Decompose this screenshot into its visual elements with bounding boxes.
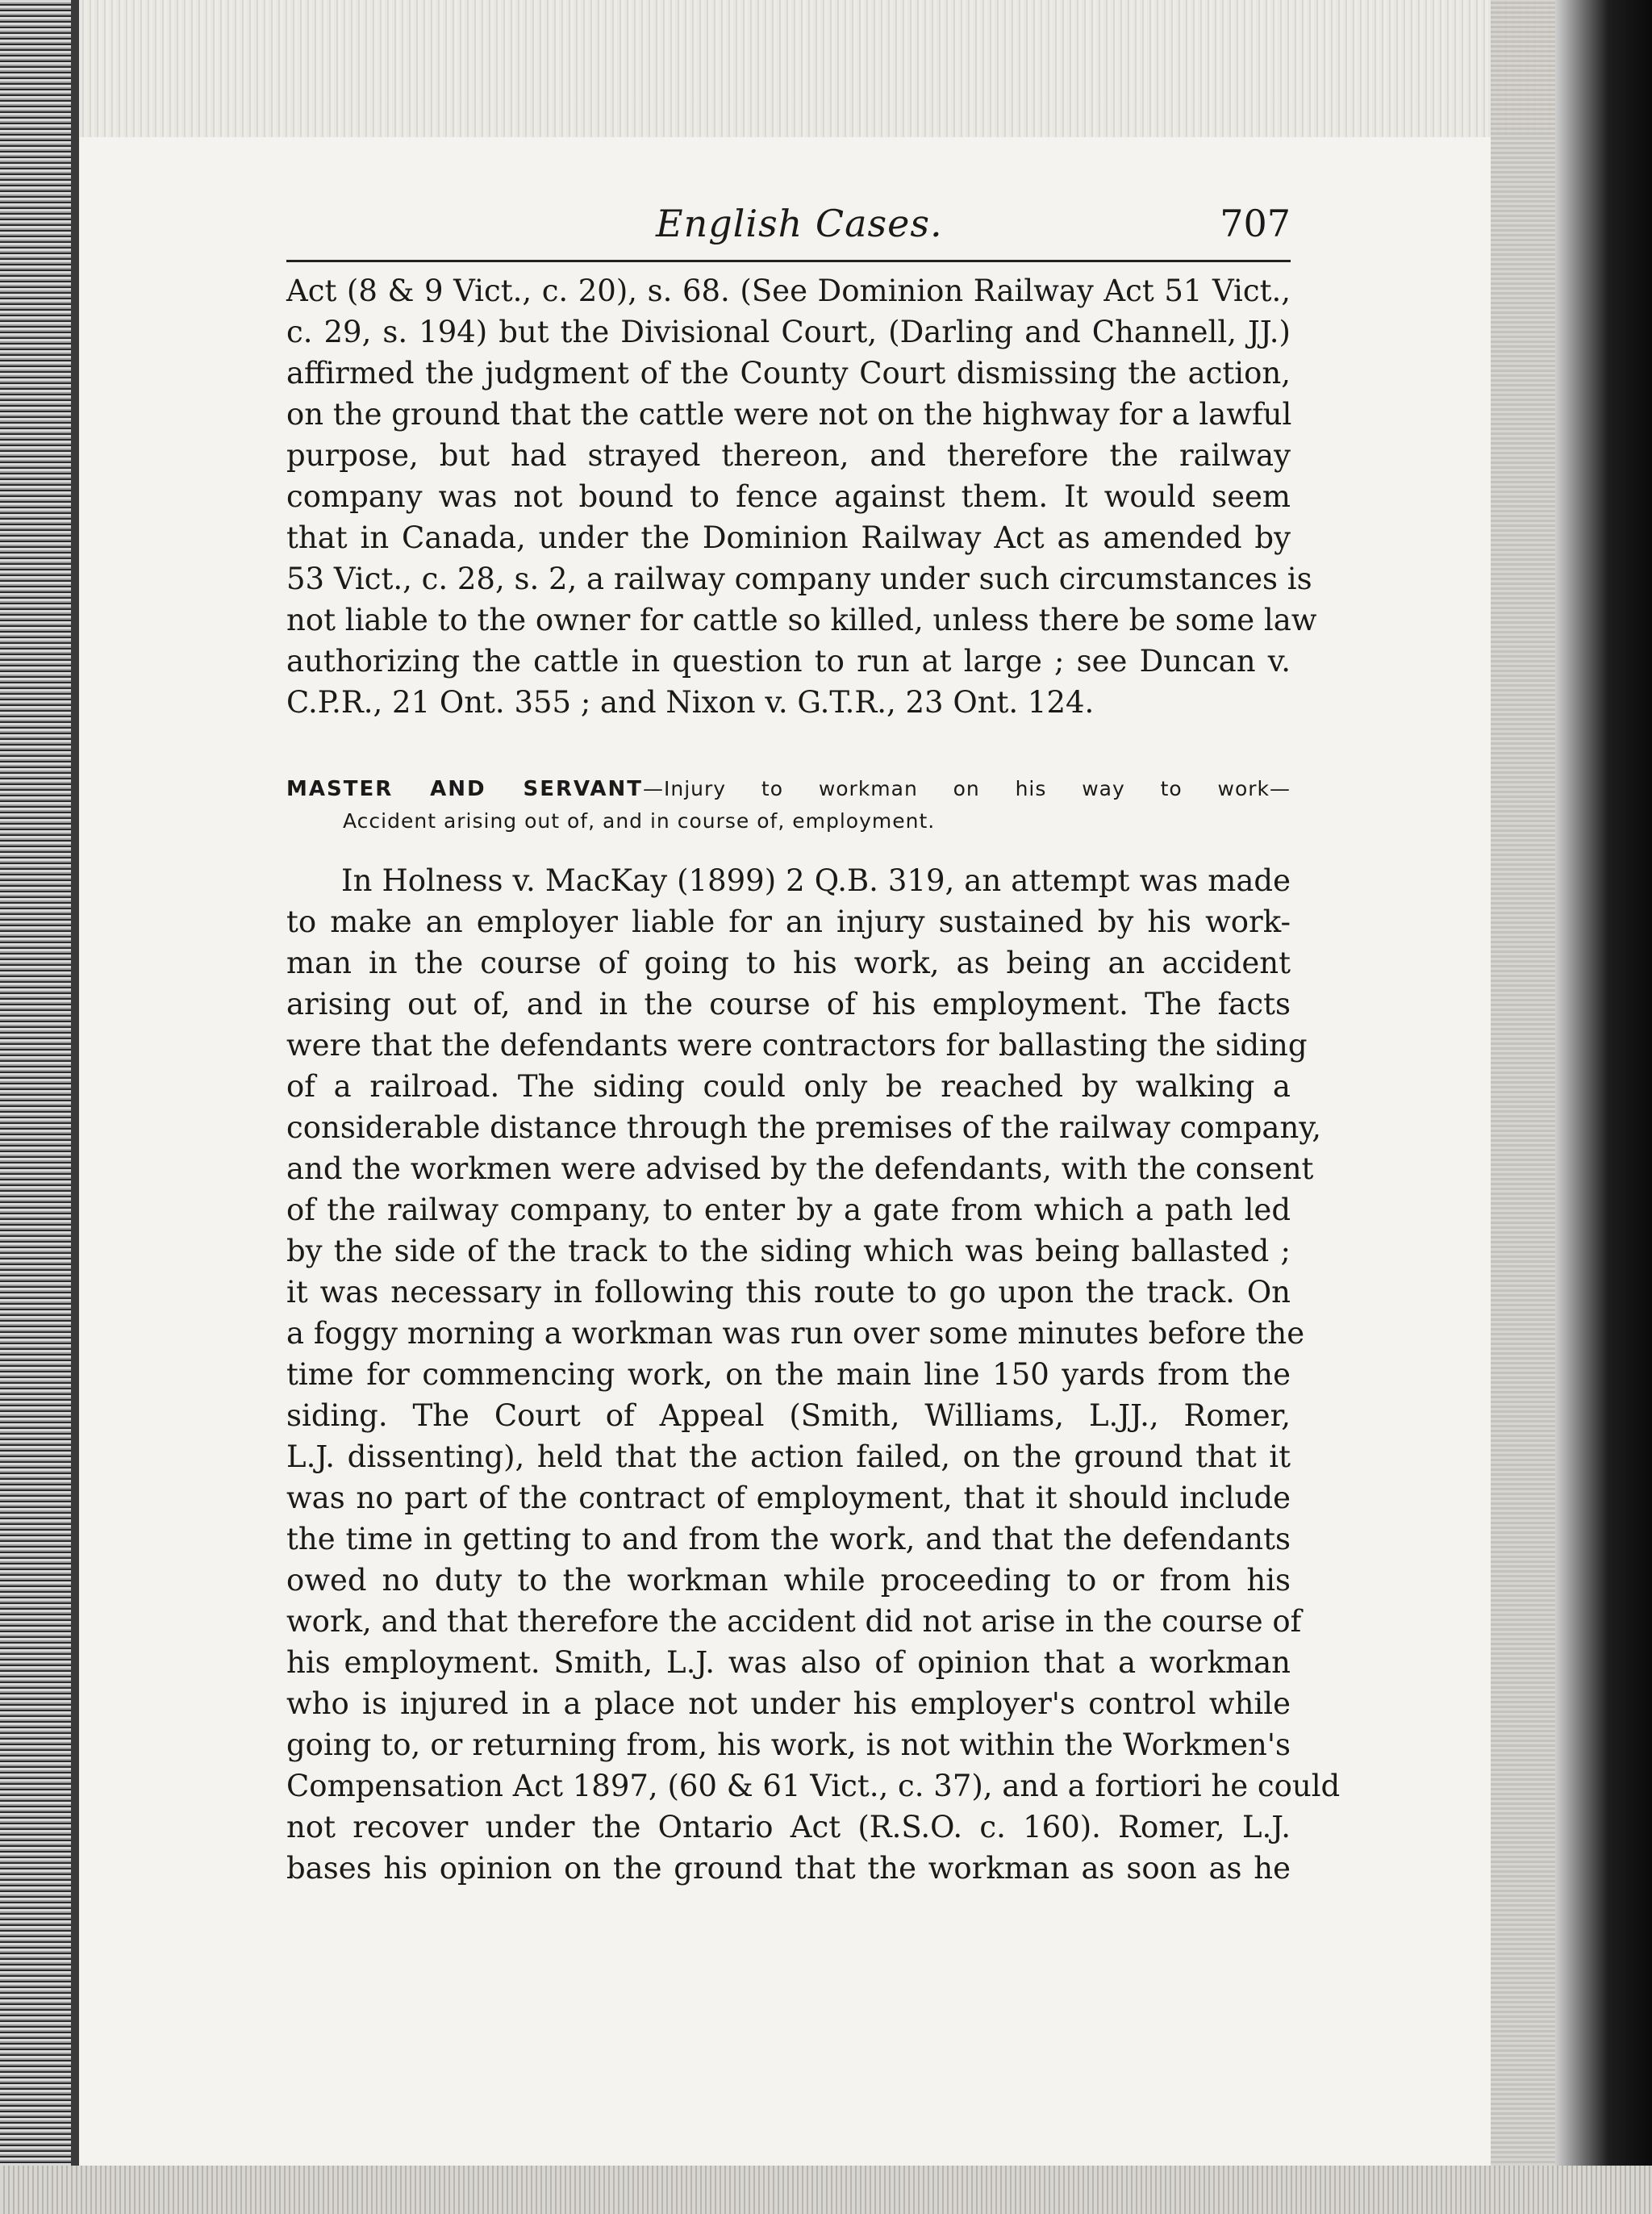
text-line: of a railroad. The siding could only be reached by walking a: [286, 1069, 1291, 1104]
text-line: L.J. dissenting), held that the action failed, on the ground that it: [286, 1439, 1291, 1474]
text-line: authorizing the cattle in question to run at large ; see Duncan v.: [286, 644, 1291, 679]
text-line: considerable distance through the premises of the railway company,: [286, 1110, 1322, 1145]
text-line: 53 Vict., c. 28, s. 2, a railway company under such circumstances is: [286, 562, 1312, 596]
text-line: time for commencing work, on the main line 150 yards from the: [286, 1357, 1291, 1392]
text-line: going to, or returning from, his work, is not within the Workmen's: [286, 1727, 1291, 1762]
text-line: his employment. Smith, L.J. was also of opinion that a workman: [286, 1645, 1291, 1680]
paragraph-continued: [286, 270, 1317, 723]
text-line: affirmed the judgment of the County Court dismissing the action,: [286, 356, 1291, 391]
scan-right-shadow: [1491, 0, 1555, 2214]
page-header: [286, 202, 1291, 262]
text-line: In Holness v. MacKay (1899) 2 Q.B. 319, an attempt was made: [341, 863, 1291, 898]
text-line: that in Canada, under the Dominion Railway Act as amended by: [286, 520, 1291, 555]
scan-right-edge: [1555, 0, 1652, 2214]
text-line: the time in getting to and from the work, and that the defendants: [286, 1522, 1291, 1556]
text-line: Act (8 & 9 Vict., c. 20), s. 68. (See Dominion Railway Act 51 Vict.,: [286, 274, 1291, 308]
text-line: man in the course of going to his work, as being an accident: [286, 946, 1291, 980]
text-line: Compensation Act 1897, (60 & 61 Vict., c. 37), and a fortiori he could: [286, 1769, 1341, 1803]
text-line: were that the defendants were contractors for ballasting the siding: [286, 1028, 1308, 1063]
text-line: not liable to the owner for cattle so killed, unless there be some law: [286, 603, 1317, 637]
page-number: 707: [1220, 202, 1291, 245]
text-line: c. 29, s. 194) but the Divisional Court, (Darling and Channell, JJ.): [286, 315, 1291, 349]
scan-top-noise: [0, 0, 1652, 137]
text-line: C.P.R., 21 Ont. 355 ; and Nixon v. G.T.R., 23 Ont. 124.: [286, 685, 1095, 720]
text-line: arising out of, and in the course of his employment. The facts: [286, 987, 1291, 1021]
text-line: not recover under the Ontario Act (R.S.O. c. 160). Romer, L.J.: [286, 1810, 1291, 1844]
text-line: company was not bound to fence against them. It would seem: [286, 479, 1291, 514]
running-title: English Cases.: [656, 202, 943, 245]
scan-bottom-noise: [0, 2166, 1652, 2214]
text-line: work, and that therefore the accident did not arise in the course of: [286, 1604, 1302, 1639]
heading-caps: MASTER AND SERVANT: [286, 777, 644, 801]
text-line: who is injured in a place not under his employer's control while: [286, 1686, 1291, 1721]
heading-rest: —Injury to workman on his way to work—: [643, 777, 1291, 800]
text-line: was no part of the contract of employment, that it should include: [286, 1481, 1291, 1515]
text-line: it was necessary in following this route to go upon the track. On: [286, 1275, 1291, 1310]
section-heading: [286, 773, 1291, 838]
scan-left-binding: [71, 0, 79, 2214]
heading-line: [286, 773, 1291, 805]
text-line: owed no duty to the workman while proceeding to or from his: [286, 1563, 1291, 1598]
book-page: [286, 202, 1341, 1889]
paragraph-holness: [286, 860, 1341, 1889]
scan-left-edge: [0, 0, 73, 2214]
text-line: by the side of the track to the siding which was being ballasted ;: [286, 1234, 1291, 1268]
text-line: and the workmen were advised by the defendants, with the consent: [286, 1151, 1314, 1186]
text-line: purpose, but had strayed thereon, and therefore the railway: [286, 438, 1291, 473]
text-line: on the ground that the cattle were not on the highway for a lawful: [286, 397, 1292, 432]
heading-subline: Accident arising out of, and in course of, employment.: [343, 809, 936, 833]
text-line: of the railway company, to enter by a gate from which a path led: [286, 1193, 1291, 1227]
text-line: to make an employer liable for an injury sustained by his work-: [286, 904, 1291, 939]
text-line: siding. The Court of Appeal (Smith, Williams, L.JJ., Romer,: [286, 1398, 1291, 1433]
text-line: a foggy morning a workman was run over some minutes before the: [286, 1316, 1305, 1351]
text-line: bases his opinion on the ground that the workman as soon as he: [286, 1851, 1291, 1886]
